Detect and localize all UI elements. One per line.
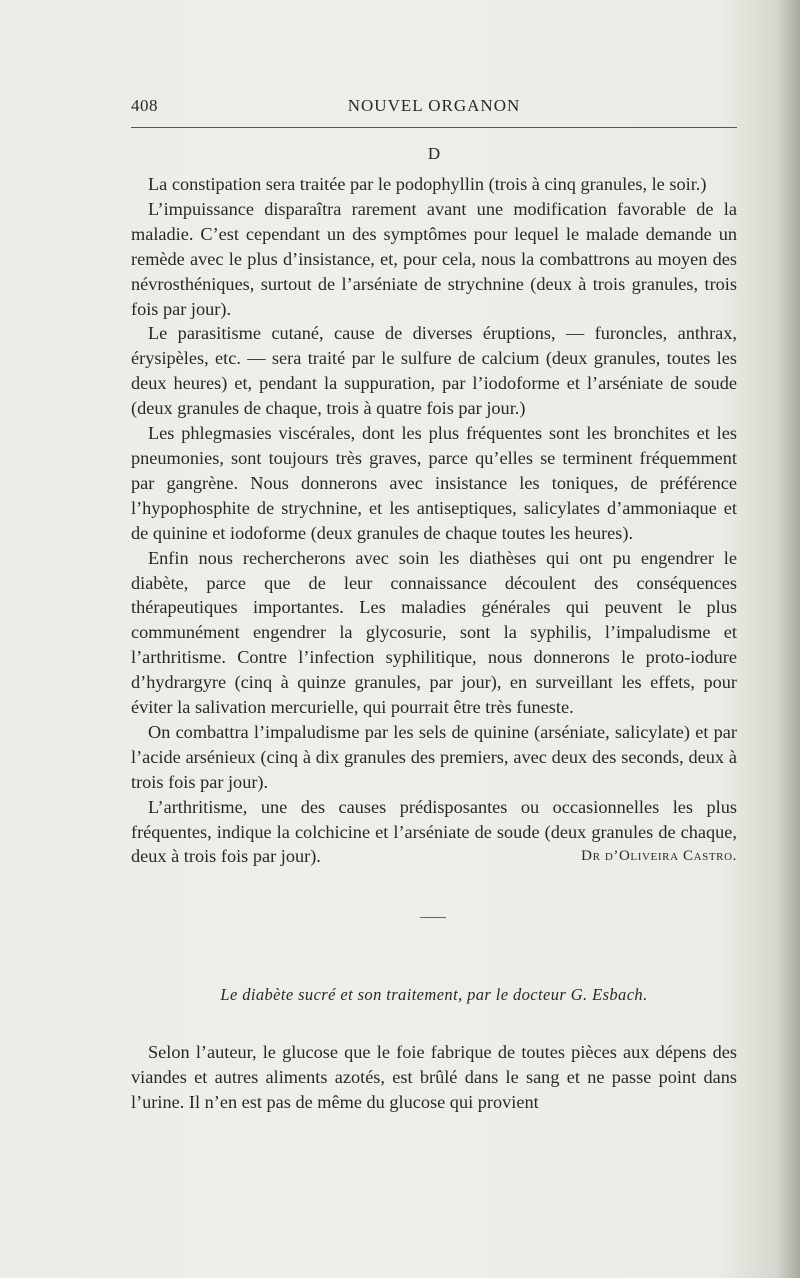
- article-title: Le diabète sucré et son traitement, par le docteur G. Esbach.: [220, 985, 648, 1004]
- paragraph: La constipation sera traitée par le podophyllin (trois à cinq granules, le soir.): [148, 174, 707, 194]
- paragraph: On combattra l’impaludisme par les sels de quinine (arséniate, salicylate) et par l’acide arsénieux (cinq à dix granules des premiers, avec deux des seconds, deux à trois fois par jour).: [131, 721, 737, 792]
- paragraph-with-signature: [131, 795, 737, 870]
- author-signature: Dr d’Oliveira Castro.: [581, 848, 737, 865]
- section-divider: [420, 917, 446, 918]
- section-body: [131, 172, 737, 869]
- page-number: 408: [131, 96, 158, 115]
- section-letter: D: [427, 144, 441, 163]
- running-title: NOUVEL ORGANON: [347, 96, 521, 115]
- paragraph: Enfin nous rechercherons avec soin les diathèses qui ont pu engendrer le diabète, parce que de leur connaissance découlent des conséquences thérapeutiques importantes. Les maladies générales qui peuvent le plus communément engendrer la glycosurie, sont la syphilis, l’impaludisme et l’arthritisme. Contre l’infection syphilitique, nous donnerons le proto-iodure d’hydrargyre (cinq à quinze granules, par jour), en surveillant les effets, pour éviter la salivation mercurielle, qui pourrait être très funeste.: [131, 547, 737, 718]
- paragraph: Le parasitisme cutané, cause de diverses éruptions, — furoncles, anthrax, érysipèles, etc. — sera traité par le sulfure de calcium (deux granules, toutes les deux heures) et, pendant la suppuration, par l’iodoforme et l’arséniate de soude (deux granules de chaque, trois à quatre fois par jour.): [131, 323, 737, 419]
- page-header: [131, 96, 737, 120]
- paragraph-text: L’arthritisme, une des causes prédisposantes ou occasionnelles les plus fréquentes, indique la colchicine et l’arséniate de soude (deux granules de chaque, deux à trois fois par jour).: [131, 796, 737, 867]
- paragraph: Selon l’auteur, le glucose que le foie fabrique de toutes pièces aux dépens des viandes et autres aliments azotés, est brûlé dans le sang et ne passe point dans l’urine. Il n’en est pas de même du glucose qui provient: [131, 1042, 737, 1112]
- paragraph: L’impuissance disparaîtra rarement avant une modification favorable de la maladie. C’est cependant un des symptômes pour lequel le malade demande un remède avec le plus d’insistance, et, pour cela, nous la combattrons au moyen des névrosthéniques, surtout de l’arséniate de strychnine (deux à trois granules, trois fois par jour).: [131, 198, 737, 319]
- article-body: [131, 1040, 737, 1115]
- paragraph: Les phlegmasies viscérales, dont les plus fréquentes sont les bronchites et les pneumonies, sont toujours très graves, parce qu’elles se terminent fréquemment par gangrène. Nous donnerons avec insistance les toniques, de préférence l’hypophosphite de strychnine, et les antiseptiques, salicylates d’ammoniaque et de quinine et iodoforme (deux granules de chaque toutes les heures).: [131, 423, 737, 543]
- header-rule: [131, 127, 737, 128]
